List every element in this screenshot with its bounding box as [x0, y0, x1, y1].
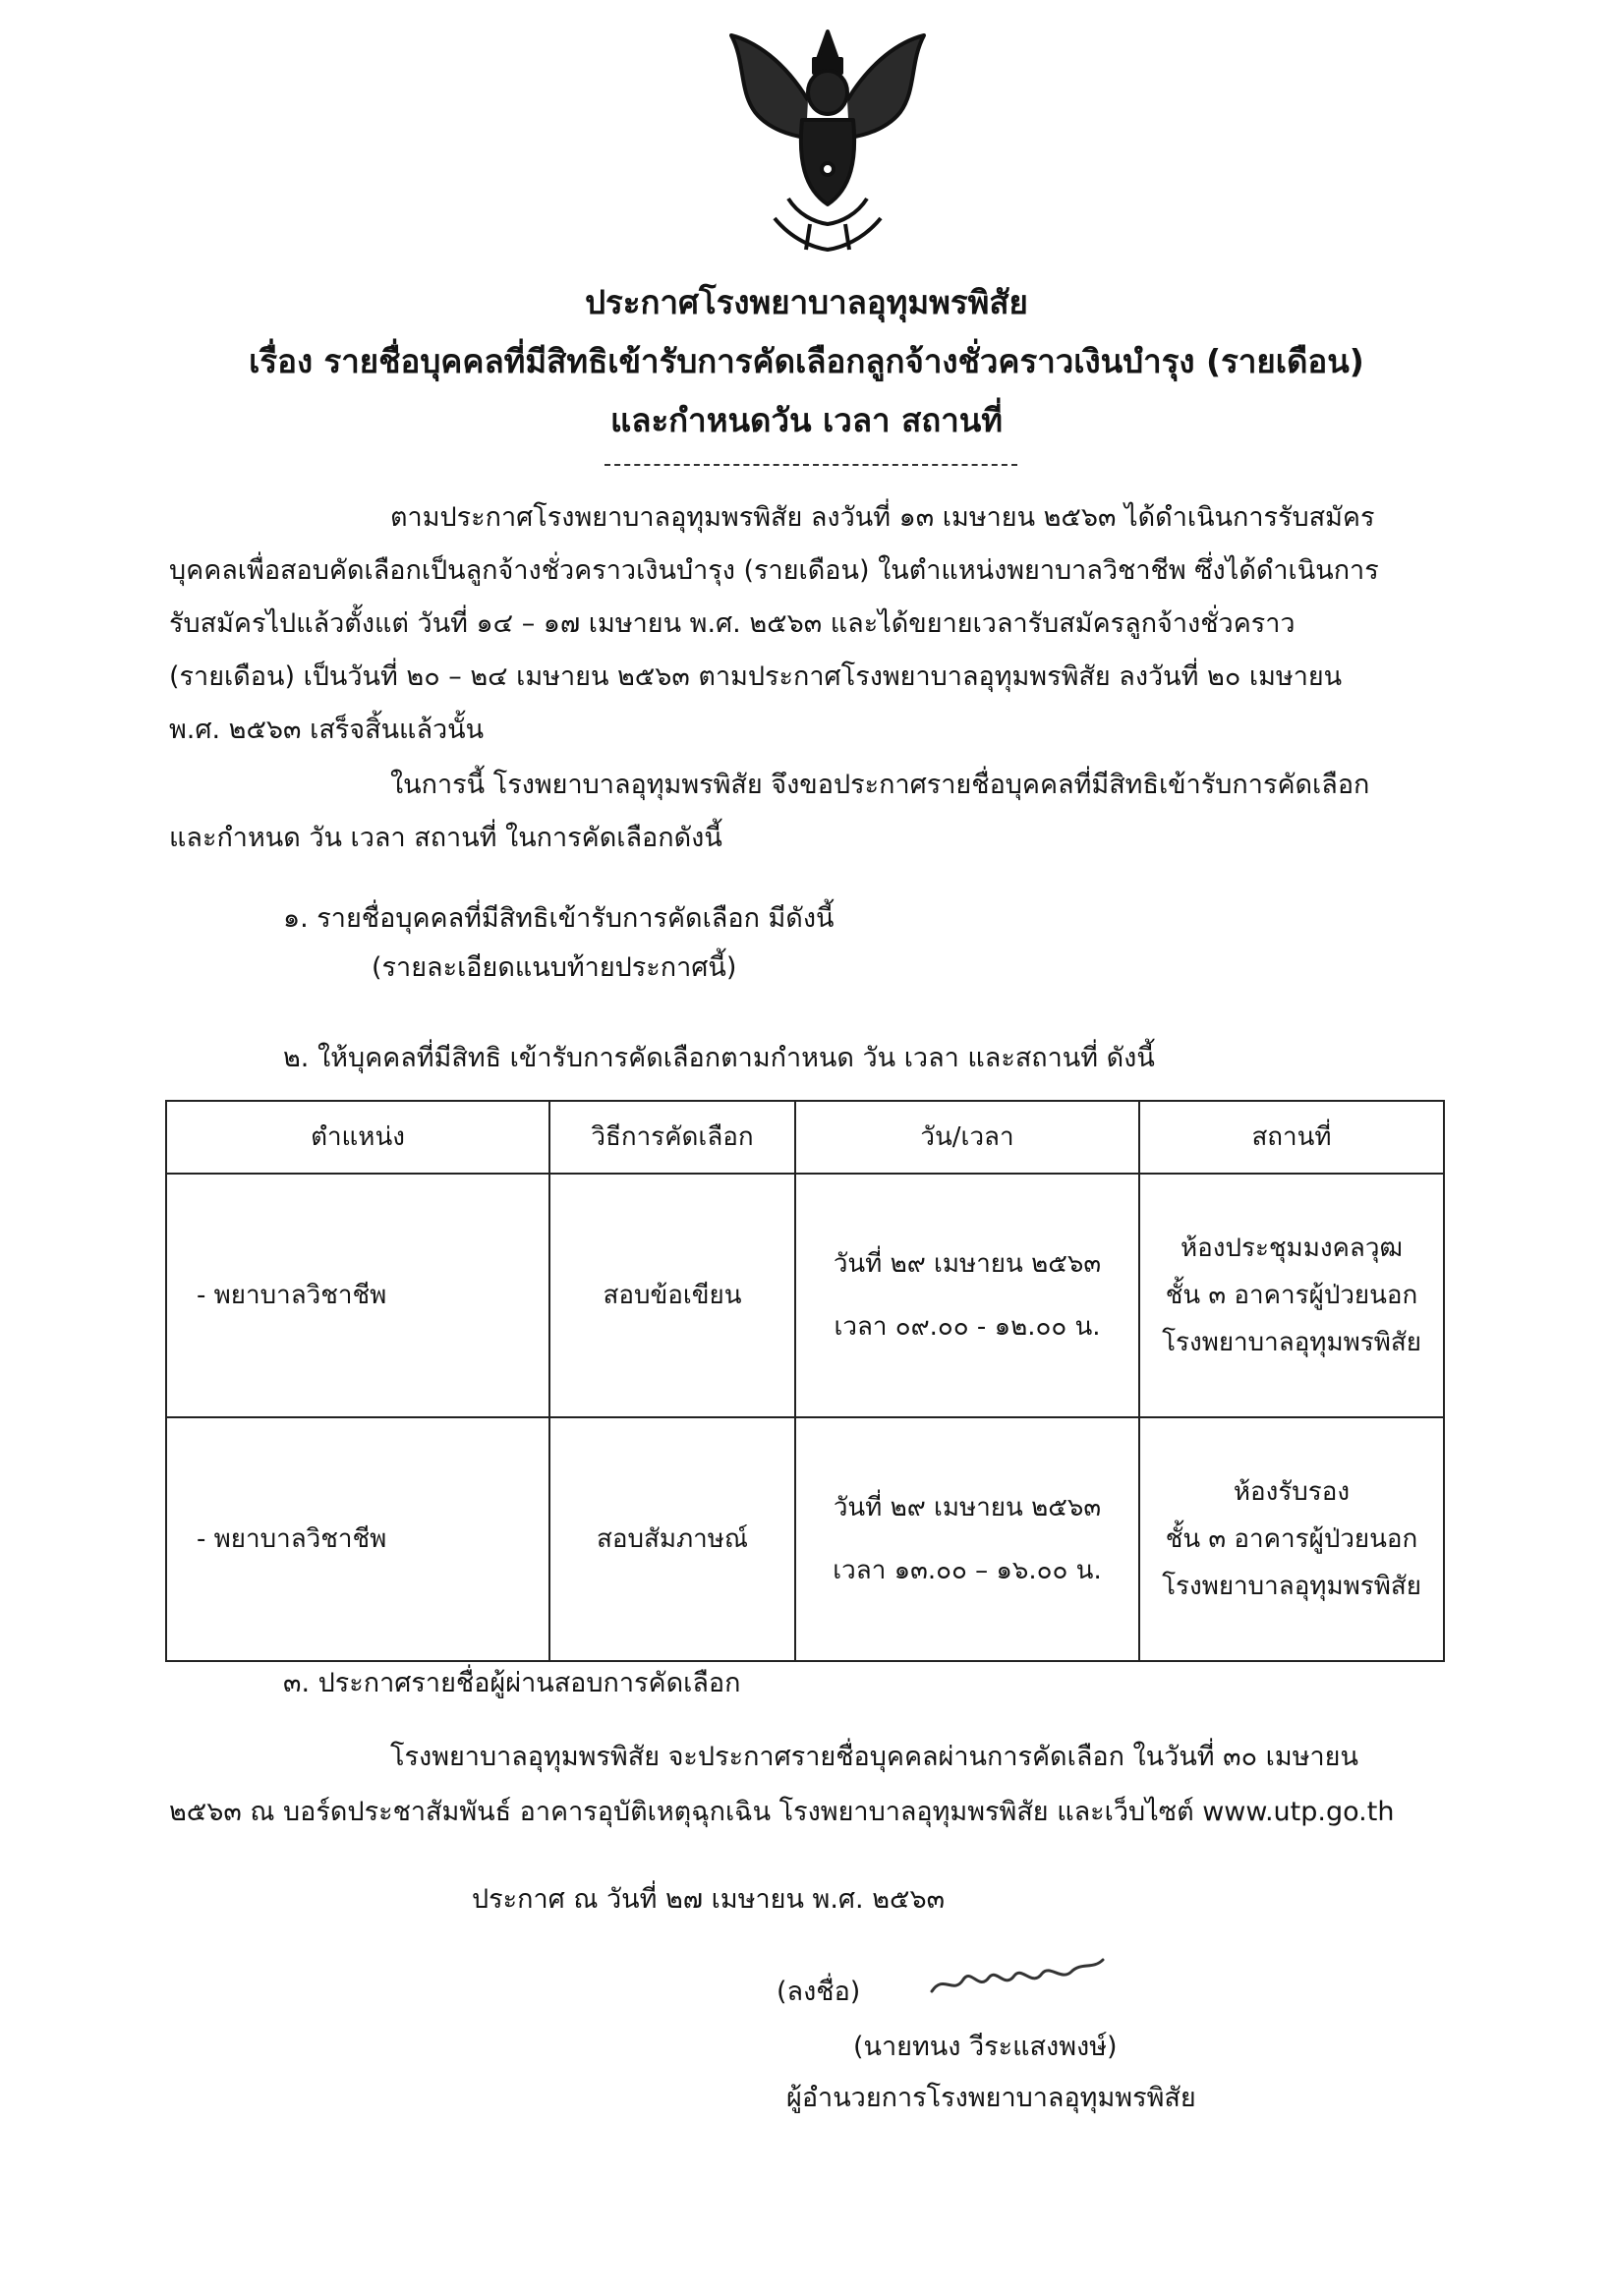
- paragraph-line: บุคคลเพื่อสอบคัดเลือกเป็นลูกจ้างชั่วคราวเงินบำรุง (รายเดือน) ในตำแหน่งพยาบาลวิชาชีพ ซึ่งได้ดำเนินการ: [169, 555, 1379, 586]
- item-3-text: [169, 1730, 1427, 1840]
- paragraph-line: ๒๕๖๓ ณ บอร์ดประชาสัมพันธ์ อาคารอุบัติเหตุฉุกเฉิน โรงพยาบาลอุทุมพรพิสัย และเว็บไซต์ www.utp.go.th: [169, 1797, 1395, 1827]
- cell-method: สอบสัมภาษณ์: [549, 1417, 795, 1661]
- header-divider: [605, 464, 1017, 466]
- column-header-datetime: วัน/เวลา: [795, 1101, 1139, 1174]
- document-subject: เรื่อง รายชื่อบุคคลที่มีสิทธิเข้ารับการคัดเลือกลูกจ้างชั่วคราวเงินบำรุง (รายเดือน): [249, 342, 1364, 380]
- column-header-place: สถานที่: [1139, 1101, 1444, 1174]
- item-2-heading: ๒. ให้บุคคลที่มีสิทธิ เข้ารับการคัดเลือกตามกำหนด วัน เวลา และสถานที่ ดังนี้: [283, 1043, 1155, 1073]
- paragraph-line: พ.ศ. ๒๕๖๓ เสร็จสิ้นแล้วนั้น: [169, 715, 485, 745]
- paragraph-announcement: [169, 759, 1427, 865]
- cell-position: - พยาบาลวิชาชีพ: [166, 1174, 549, 1417]
- cell-place-line: ห้องรับรอง: [1233, 1477, 1351, 1507]
- cell-place: [1139, 1174, 1444, 1417]
- signer-position: ผู้อำนวยการโรงพยาบาลอุทุมพรพิสัย: [786, 2083, 1196, 2113]
- paragraph-line: รับสมัครไปแล้วตั้งแต่ วันที่ ๑๔ – ๑๗ เมษายน พ.ศ. ๒๕๖๓ และได้ขยายเวลารับสมัครลูกจ้างชั่วคราว: [169, 608, 1296, 639]
- document-title: ประกาศโรงพยาบาลอุทุมพรพิสัย: [585, 283, 1028, 321]
- document-subject-line2: และกำหนดวัน เวลา สถานที่: [609, 401, 1004, 439]
- item-1-note: (รายละเอียดแนบท้ายประกาศนี้): [372, 952, 737, 983]
- cell-method: สอบข้อเขียน: [549, 1174, 795, 1417]
- item-3-heading: ๓. ประกาศรายชื่อผู้ผ่านสอบการคัดเลือก: [283, 1668, 741, 1698]
- handwritten-signature: [924, 1952, 1111, 2011]
- table-header-row: [166, 1101, 1444, 1174]
- signer-name: (นายทนง วีระแสงพงษ์): [853, 2032, 1118, 2062]
- table-row: [166, 1174, 1444, 1417]
- cell-position: - พยาบาลวิชาชีพ: [166, 1417, 549, 1661]
- paragraph-line: ตามประกาศโรงพยาบาลอุทุมพรพิสัย ลงวันที่ ๑๓ เมษายน ๒๕๖๓ ได้ดำเนินการรับสมัคร: [390, 502, 1375, 533]
- cell-date: วันที่ ๒๙ เมษายน ๒๕๖๓: [833, 1493, 1102, 1522]
- cell-place-line: ห้องประชุมมงคลวุฒ: [1181, 1234, 1403, 1263]
- item-1-heading: ๑. รายชื่อบุคคลที่มีสิทธิเข้ารับการคัดเลือก มีดังนี้: [283, 903, 835, 934]
- table-row: [166, 1417, 1444, 1661]
- cell-datetime: [795, 1174, 1139, 1417]
- paragraph-line: (รายเดือน) เป็นวันที่ ๒๐ – ๒๔ เมษายน ๒๕๖๓ ตามประกาศโรงพยาบาลอุทุมพรพิสัย ลงวันที่ ๒๐ เมษายน: [169, 661, 1343, 692]
- cell-date: วันที่ ๒๙ เมษายน ๒๕๖๓: [833, 1249, 1102, 1279]
- paragraph-line: และกำหนด วัน เวลา สถานที่ ในการคัดเลือกดังนี้: [169, 823, 722, 853]
- cell-place: [1139, 1417, 1444, 1661]
- column-header-position: ตำแหน่ง: [166, 1101, 549, 1174]
- cell-datetime: [795, 1417, 1139, 1661]
- cell-time: เวลา ๐๙.๐๐ - ๑๒.๐๐ น.: [834, 1312, 1101, 1342]
- sign-label: (ลงชื่อ): [777, 1977, 861, 2007]
- announce-date: ประกาศ ณ วันที่ ๒๗ เมษายน พ.ศ. ๒๕๖๓: [472, 1884, 946, 1915]
- garuda-emblem-icon: [716, 22, 940, 258]
- paragraph-intro: [169, 491, 1427, 757]
- cell-place-line: โรงพยาบาลอุทุมพรพิสัย: [1162, 1572, 1421, 1601]
- paragraph-line: โรงพยาบาลอุทุมพรพิสัย จะประกาศรายชื่อบุคคลผ่านการคัดเลือก ในวันที่ ๓๐ เมษายน: [390, 1742, 1358, 1772]
- column-header-method: วิธีการคัดเลือก: [549, 1101, 795, 1174]
- cell-place-line: ชั้น ๓ อาคารผู้ป่วยนอก: [1165, 1281, 1418, 1310]
- cell-place-line: โรงพยาบาลอุทุมพรพิสัย: [1162, 1328, 1421, 1357]
- cell-place-line: ชั้น ๓ อาคารผู้ป่วยนอก: [1165, 1524, 1418, 1554]
- paragraph-line: ในการนี้ โรงพยาบาลอุทุมพรพิสัย จึงขอประกาศรายชื่อบุคคลที่มีสิทธิเข้ารับการคัดเลือก: [390, 770, 1370, 800]
- schedule-table: [165, 1100, 1445, 1662]
- cell-time: เวลา ๑๓.๐๐ – ๑๖.๐๐ น.: [833, 1556, 1102, 1585]
